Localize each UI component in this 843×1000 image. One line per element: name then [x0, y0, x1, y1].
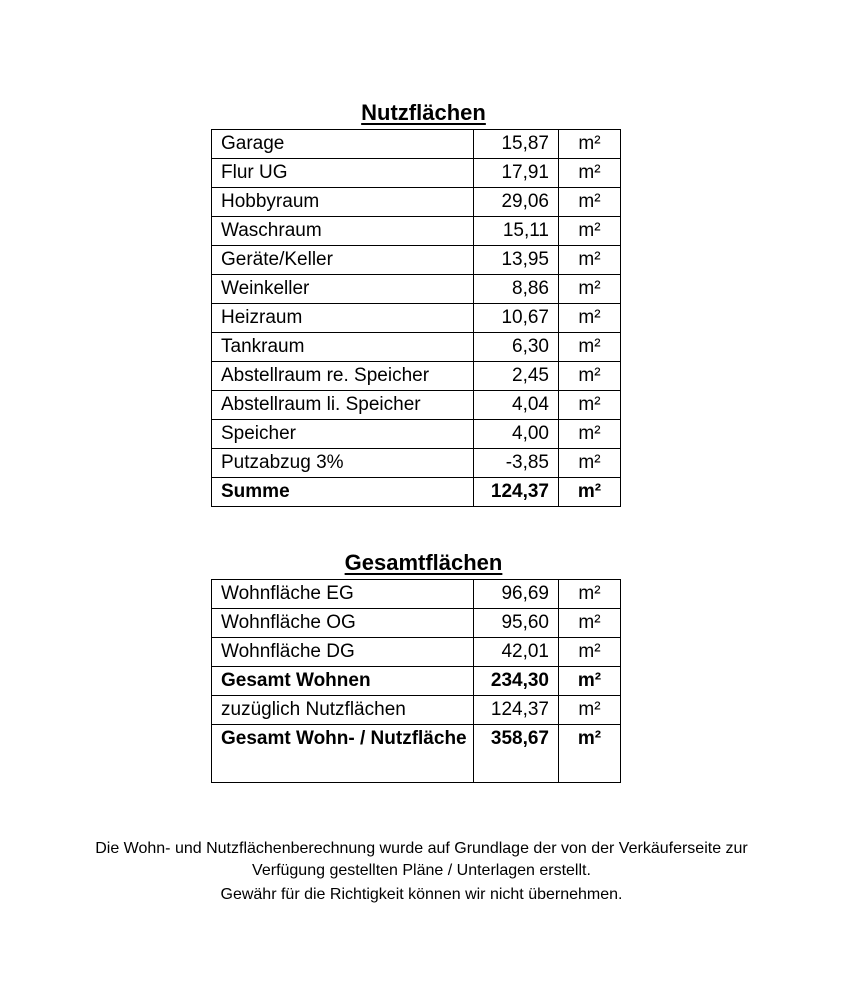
row-value: 42,01 — [474, 638, 559, 667]
table-row — [212, 130, 621, 159]
gesamtflaechen-title: Gesamtflächen — [344, 550, 503, 575]
row-label: Gesamt Wohn- / Nutzfläche — [212, 725, 474, 783]
row-label: Abstellraum re. Speicher — [212, 362, 474, 391]
row-value: 358,67 — [474, 725, 559, 783]
table-row — [212, 638, 621, 667]
table-row — [212, 420, 621, 449]
row-value: 6,30 — [474, 333, 559, 362]
grand-total-row — [212, 725, 621, 783]
row-label: Geräte/Keller — [212, 246, 474, 275]
row-label: Garage — [212, 130, 474, 159]
table-row — [212, 275, 621, 304]
row-unit: m² — [559, 304, 621, 333]
table-row — [212, 333, 621, 362]
row-unit: m² — [559, 609, 621, 638]
disclaimer-line-2: Verfügung gestellten Pläne / Unterlagen erstellt. — [252, 862, 591, 879]
table-row — [212, 217, 621, 246]
row-unit: m² — [559, 275, 621, 304]
row-unit: m² — [559, 478, 621, 507]
table-row — [212, 159, 621, 188]
row-unit: m² — [559, 333, 621, 362]
row-value: 15,11 — [474, 217, 559, 246]
sum-row — [212, 478, 621, 507]
nutzflaechen-table — [211, 129, 621, 507]
row-unit: m² — [559, 362, 621, 391]
row-value: 10,67 — [474, 304, 559, 333]
row-unit: m² — [559, 188, 621, 217]
row-unit: m² — [559, 420, 621, 449]
row-label: Speicher — [212, 420, 474, 449]
row-unit: m² — [559, 246, 621, 275]
table-row — [212, 580, 621, 609]
row-value: 8,86 — [474, 275, 559, 304]
row-value: 4,00 — [474, 420, 559, 449]
row-label: Flur UG — [212, 159, 474, 188]
row-label: Heizraum — [212, 304, 474, 333]
row-value: 95,60 — [474, 609, 559, 638]
row-value: 124,37 — [474, 696, 559, 725]
row-unit: m² — [559, 667, 621, 696]
total-row — [212, 667, 621, 696]
table-row — [212, 188, 621, 217]
table-row — [212, 246, 621, 275]
row-unit: m² — [559, 580, 621, 609]
table-row — [212, 696, 621, 725]
row-value: 234,30 — [474, 667, 559, 696]
row-unit: m² — [559, 217, 621, 246]
gesamtflaechen-table — [211, 579, 621, 783]
table-row — [212, 362, 621, 391]
row-label: Gesamt Wohnen — [212, 667, 474, 696]
row-unit: m² — [559, 130, 621, 159]
row-label: Wohnfläche EG — [212, 580, 474, 609]
row-label: Waschraum — [212, 217, 474, 246]
row-label: Weinkeller — [212, 275, 474, 304]
row-unit: m² — [559, 159, 621, 188]
row-value: -3,85 — [474, 449, 559, 478]
row-value: 2,45 — [474, 362, 559, 391]
row-label: Abstellraum li. Speicher — [212, 391, 474, 420]
row-value: 17,91 — [474, 159, 559, 188]
row-unit: m² — [559, 696, 621, 725]
row-unit: m² — [559, 725, 621, 783]
table-row — [212, 609, 621, 638]
row-label: Wohnfläche DG — [212, 638, 474, 667]
row-value: 4,04 — [474, 391, 559, 420]
row-label: zuzüglich Nutzflächen — [212, 696, 474, 725]
table-row — [212, 449, 621, 478]
row-value: 15,87 — [474, 130, 559, 159]
row-label: Tankraum — [212, 333, 474, 362]
row-label: Putzabzug 3% — [212, 449, 474, 478]
row-value: 29,06 — [474, 188, 559, 217]
disclaimer-line-1: Die Wohn- und Nutzflächenberechnung wurde auf Grundlage der von der Verkäuferseite zur — [95, 840, 748, 857]
row-unit: m² — [559, 449, 621, 478]
row-value: 13,95 — [474, 246, 559, 275]
row-label: Hobbyraum — [212, 188, 474, 217]
table-row — [212, 304, 621, 333]
row-label: Wohnfläche OG — [212, 609, 474, 638]
row-unit: m² — [559, 391, 621, 420]
row-label: Summe — [212, 478, 474, 507]
row-value: 124,37 — [474, 478, 559, 507]
row-unit: m² — [559, 638, 621, 667]
row-value: 96,69 — [474, 580, 559, 609]
table-row — [212, 391, 621, 420]
disclaimer-line-3: Gewähr für die Richtigkeit können wir nicht übernehmen. — [220, 886, 623, 903]
nutzflaechen-title: Nutzflächen — [361, 100, 486, 125]
